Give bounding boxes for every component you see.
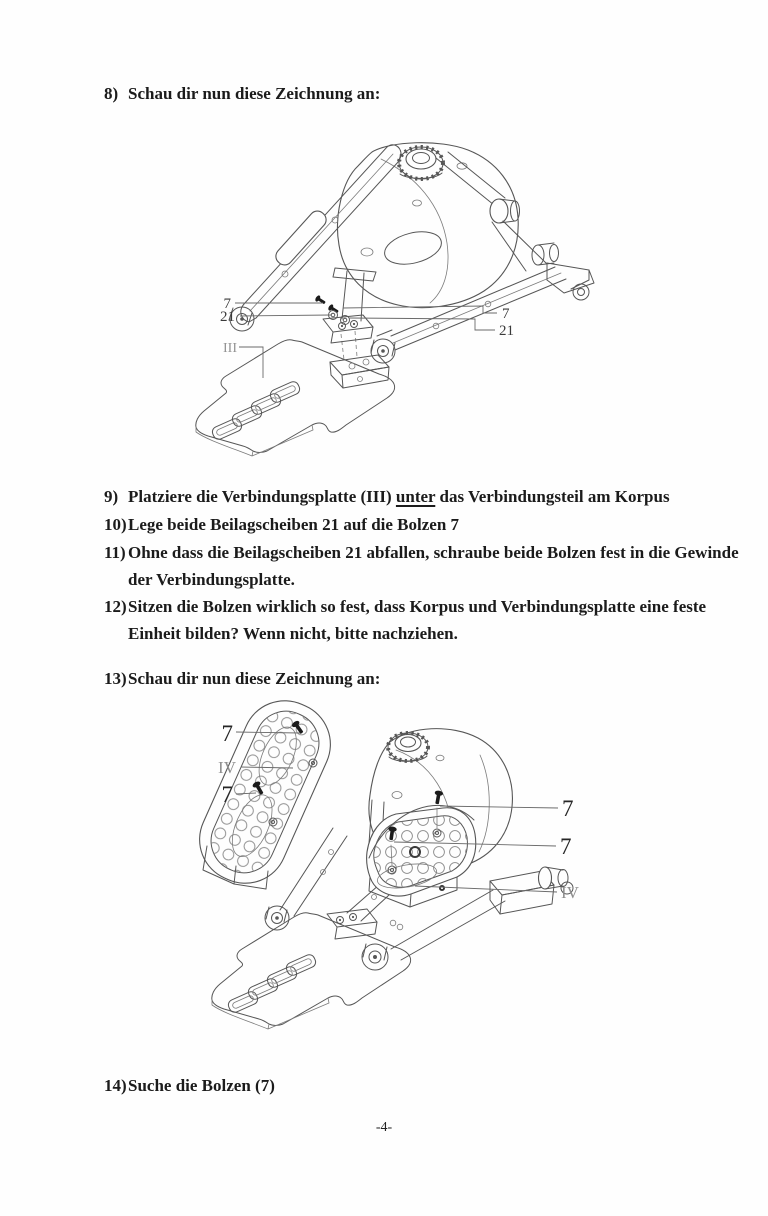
step-text: Schau dir nun diese Zeichnung an:: [128, 84, 381, 103]
rail-pad: [273, 208, 330, 268]
step-text-pre: Platziere die Verbindungsplatte (III): [128, 487, 396, 506]
step-line: [104, 593, 706, 620]
part-label-7-right: 7: [502, 306, 510, 322]
part-label-7-top-right: 7: [562, 796, 574, 821]
right-pedal: [367, 805, 476, 907]
step-number: 12): [104, 597, 127, 616]
step-8: [104, 80, 380, 107]
front-roller-wheel: [371, 330, 395, 363]
part-label-7-left: 7: [223, 296, 231, 312]
indent-spacer: [104, 566, 128, 593]
leader-line: [239, 347, 263, 378]
bolt-7-icon: [314, 295, 327, 306]
step-text: Einheit bilden? Wenn nicht, bitte nachziehen.: [128, 624, 458, 643]
step-text: [128, 483, 670, 510]
base-plate: [212, 913, 411, 1029]
step-line: [104, 539, 739, 566]
step-text-post: das Verbindungsteil am Korpus: [435, 487, 670, 506]
step-line: [104, 80, 380, 107]
part-label-21-left: 21: [220, 309, 235, 325]
part-label-21-right: 21: [499, 323, 514, 339]
step-text: der Verbindungsplatte.: [128, 570, 295, 589]
step-line: [104, 620, 706, 647]
indent-spacer: [104, 620, 128, 647]
step-number: 13): [104, 669, 127, 688]
part-label-III: III: [223, 341, 237, 356]
step-number: 8): [104, 84, 119, 103]
underlined-word: unter: [395, 487, 436, 506]
step-11: [104, 539, 739, 593]
step-number: 14): [104, 1076, 127, 1095]
part-label-7-bottom-left: 7: [221, 782, 233, 807]
plate-slot: [250, 392, 283, 416]
step-14: [104, 1072, 275, 1099]
front-roller-wheel: [362, 944, 388, 970]
step-10: [104, 511, 459, 538]
step-text: Lege beide Beilagscheiben 21 auf die Bolzen 7: [128, 515, 460, 534]
part-label-IV-right: IV: [561, 883, 579, 902]
page-number: -4-: [375, 1120, 393, 1135]
part-label-7-mid-right: 7: [560, 834, 572, 859]
step-number: 9): [104, 487, 119, 506]
projection-lines: [341, 331, 357, 360]
plate-slot: [227, 990, 260, 1014]
plate-slot: [269, 380, 302, 404]
plate-slot: [266, 965, 299, 989]
step-line: [104, 566, 739, 593]
part-label-IV-left: IV: [218, 758, 236, 777]
plate-slot: [211, 417, 244, 441]
step-number: 11): [104, 543, 126, 562]
figure-assembly-drawing-2: [95, 700, 665, 1060]
step-13: [104, 665, 380, 692]
figure-assembly-drawing-1: [95, 122, 665, 470]
step-12: [104, 593, 706, 647]
assembly-diagram-svg-2: [95, 700, 665, 1060]
plate-slot: [247, 977, 280, 1001]
plate-connector-bracket: [330, 355, 389, 388]
part-label-7-top-left: 7: [221, 721, 233, 746]
step-text: Schau dir nun diese Zeichnung an:: [128, 669, 381, 688]
step-text: Ohne dass die Beilagscheiben 21 abfallen, schraube beide Bolzen fest in die Gewinde: [128, 543, 739, 562]
step-line: [104, 665, 380, 692]
step-9: [104, 483, 670, 510]
assembly-diagram-svg-1: [95, 122, 665, 470]
step-line: [104, 1072, 275, 1099]
step-line: [104, 483, 670, 510]
plate-slot: [285, 953, 318, 977]
step-text: Suche die Bolzen (7): [128, 1076, 275, 1095]
plate-slot: [231, 404, 264, 428]
step-line: [104, 511, 459, 538]
left-pedal: [186, 700, 344, 897]
step-text: Sitzen die Bolzen wirklich so fest, dass Korpus und Verbindungsplatte eine feste: [128, 597, 707, 616]
step-number: 10): [104, 515, 127, 534]
